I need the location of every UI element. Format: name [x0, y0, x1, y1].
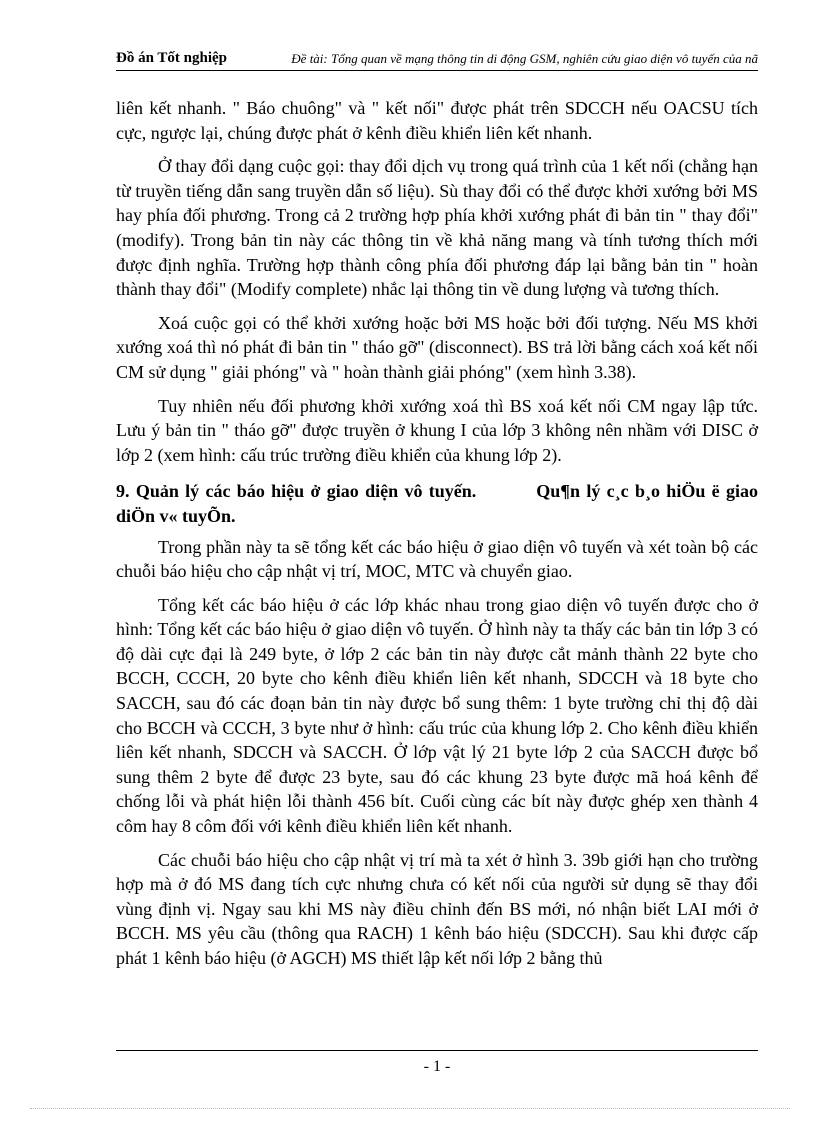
paragraph: liên kết nhanh. " Báo chuông" và " kết nối" được phát trên SDCCH nếu OACSU tích cực, ngược lại, chúng được phát ở kênh điều khiển liên kết nhanh. [116, 98, 758, 143]
paragraph: Trong phần này ta sẽ tổng kết các báo hiệu ở giao diện vô tuyến và xét toàn bộ các chuỗi báo hiệu cho cập nhật vị trí, MOC, MTC và chuyển giao. [116, 536, 758, 582]
paragraph: Tổng kết các báo hiệu ở các lớp khác nhau trong giao diện vô tuyến được cho ở hình: Tổng kết các báo hiệu ở giao diện vô tuyến. Ở hình này ta thấy các bản tin lớp 3 có độ dài cực đại là 249 byte, ở lớp 2 các bản tin này được cắt mảnh thành 22 byte cho BCCH, CCCH, 20 byte cho kênh điều khiển liên kết nhanh, SDCCH và 18 byte cho SACCH, sau đó các đoạn bản tin này được bổ sung thêm: 1 byte trường chỉ thị độ dài cho BCCH và CCCH, 3 byte như ở hình: cấu trúc của khung lớp 2. Cho kênh điều khiển liên kết nhanh, SDCCH và SACCH. Ở lớp vật lý 21 byte lớp 2 của SACCH được bổ sung thêm 2 byte để được 23 byte, sau đó các khung 23 byte được mã hoá kênh để chống lỗi và phát hiện lỗi thành 456 bít. Cuối cùng các bít này được ghép xen thành 4 côm hay 8 côm đối với kênh điều khiển liên kết nhanh. [116, 594, 758, 837]
section-heading-garbled: Qu¶n lý c¸c b¸o hiÖu ë giao diÖn v« tuyÕn. [116, 481, 758, 526]
paragraph: Xoá cuộc gọi có thể khởi xướng hoặc bởi MS hoặc bởi đối tượng. Nếu MS khởi xướng xoá thì nó phát đi bản tin " tháo gỡ" (disconnect). BS trả lời bằng cách xoá kết nối CM sử dụng " giải phóng" và " hoàn thành giải phóng" (xem hình 3.38). [116, 312, 758, 382]
section-heading [116, 479, 758, 528]
paragraph: Ở thay đổi dạng cuộc gọi: thay đổi dịch vụ trong quá trình của 1 kết nối (chẳng hạn từ truyền tiếng dẫn sang truyền dẫn số liệu). Sù thay đổi có thể được khởi xướng bởi MS hay phía đối phương. Trong cả 2 trường hợp phía khởi xướng phát đi bản tin " thay đổi" (modify). Trong bản tin này các thông tin về khả năng mang và tính tương thích mới được định nghĩa. Trường hợp thành công phía đối phương đáp lại bằng bản tin " hoàn thành thay đổi" (Modify complete) nhắc lại thông tin về dung lượng và tương thích. [116, 156, 758, 300]
page-header [116, 48, 758, 71]
page-edge-dotted-line [30, 1108, 790, 1109]
header-thesis-label: Đồ án Tốt nghiệp [116, 50, 228, 66]
paragraph: Các chuỗi báo hiệu cho cập nhật vị trí mà ta xét ở hình 3. 39b giới hạn cho trường hợp mà ở đó MS đang tích cực nhưng chưa có kết nối của người sử dụng sẽ thay đổi vùng định vị. Ngay sau khi MS này điều chỉnh đến BS mới, nó nhận biết LAI mới ở BCCH. MS yêu cầu (thông qua RACH) 1 kênh báo hiệu (SDCCH). Sau khi được cấp phát 1 kênh báo hiệu (ở AGCH) MS thiết lập kết nối lớp 2 bằng thủ [116, 849, 758, 968]
section-heading-text: 9. Quản lý các báo hiệu ở giao diện vô tuyến. [116, 481, 477, 502]
page-number: - 1 - [423, 1058, 451, 1075]
document-body [116, 96, 758, 980]
footer-divider [116, 1050, 758, 1051]
paragraph: Tuy nhiên nếu đối phương khởi xướng xoá thì BS xoá kết nối CM ngay lập tức. Lưu ý bản tin " tháo gỡ" được truyền ở khung I của lớp 3 không nên nhầm với DISC ở lớp 2 (xem hình: cấu trúc trường điều khiển của khung lớp 2). [116, 395, 758, 465]
header-topic: Đề tài: Tổng quan về mạng thông tin di động GSM, nghiên cứu giao diện vô tuyến của nã [291, 51, 758, 66]
